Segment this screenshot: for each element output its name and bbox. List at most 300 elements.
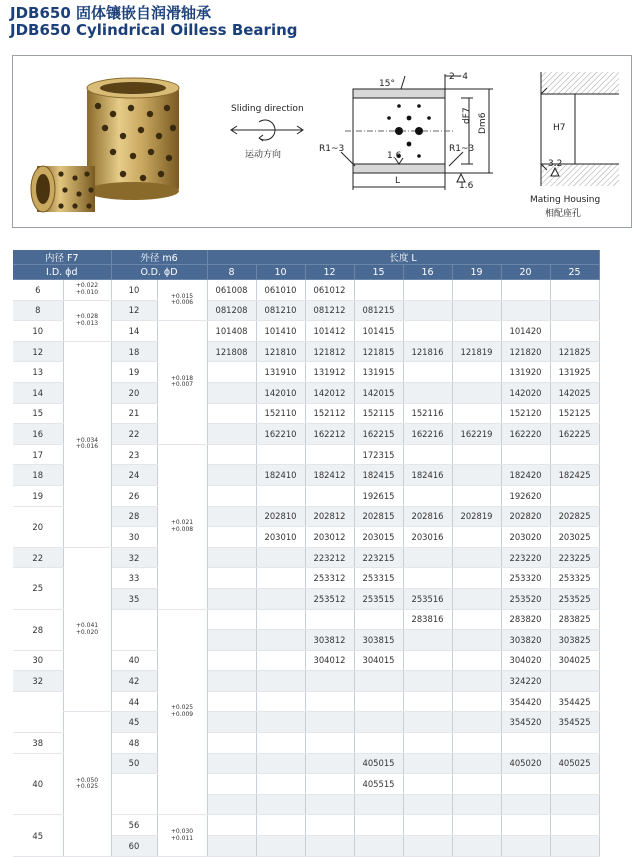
- od-tolerance: [157, 815, 207, 856]
- od-value: 24: [111, 465, 157, 486]
- part-number-cell: 203020: [501, 527, 550, 548]
- part-number-cell: 101410: [256, 321, 305, 342]
- part-number-cell: [501, 794, 550, 815]
- part-number-cell: 152110: [256, 403, 305, 424]
- od-value: 26: [111, 485, 157, 506]
- part-number-cell: [403, 280, 452, 301]
- part-number-cell: 304012: [305, 650, 354, 671]
- part-number-cell: [354, 712, 403, 733]
- part-number-cell: 121810: [256, 341, 305, 362]
- od-value: 50: [111, 753, 157, 774]
- bushing-photo-large: [87, 78, 179, 200]
- part-number-cell: [256, 733, 305, 754]
- part-number-cell: 253525: [550, 588, 599, 609]
- part-number-cell: 354525: [550, 712, 599, 733]
- part-number-cell: [452, 547, 501, 568]
- part-number-cell: 223212: [305, 547, 354, 568]
- id-tolerance: [63, 280, 111, 301]
- part-number-cell: [452, 382, 501, 403]
- id-value: 22: [13, 547, 63, 568]
- part-number-cell: 283825: [550, 609, 599, 630]
- length-col-header: 25: [550, 265, 599, 280]
- part-number-cell: [403, 568, 452, 589]
- part-number-cell: 354425: [550, 691, 599, 712]
- part-number-cell: 253320: [501, 568, 550, 589]
- part-number-cell: 283820: [501, 609, 550, 630]
- table-row: [13, 300, 599, 321]
- part-number-cell: 061008: [207, 280, 256, 301]
- part-number-cell: [550, 280, 599, 301]
- part-number-cell: [403, 650, 452, 671]
- length-col-header: 19: [452, 265, 501, 280]
- roughness-inner-label: 1.6: [387, 151, 402, 161]
- od-tolerance-upper: +0.015: [170, 292, 194, 300]
- part-number-cell: [452, 527, 501, 548]
- bushing-photo-small: [31, 166, 95, 212]
- part-number-cell: [501, 444, 550, 465]
- part-number-cell: 202825: [550, 506, 599, 527]
- id-value: 20: [13, 506, 63, 547]
- part-number-cell: 203010: [256, 527, 305, 548]
- part-number-cell: 182412: [305, 465, 354, 486]
- length-col-header: 8: [207, 265, 256, 280]
- part-number-cell: [207, 691, 256, 712]
- part-number-cell: [256, 588, 305, 609]
- part-number-cell: [550, 774, 599, 795]
- part-number-cell: 303825: [550, 630, 599, 651]
- part-number-cell: [501, 815, 550, 836]
- part-number-cell: 162219: [452, 424, 501, 445]
- id-value: 8: [13, 300, 63, 321]
- part-number-cell: [452, 568, 501, 589]
- part-number-cell: 162216: [403, 424, 452, 445]
- id-tolerance-upper: +0.034: [75, 436, 99, 444]
- id-value: 18: [13, 465, 63, 486]
- radius-right-label: R1~3: [449, 144, 475, 154]
- part-number-cell: [452, 588, 501, 609]
- od-value: 33: [111, 568, 157, 589]
- part-number-cell: 304015: [354, 650, 403, 671]
- part-number-cell: [403, 630, 452, 651]
- part-number-cell: [256, 568, 305, 589]
- part-number-cell: [207, 465, 256, 486]
- part-number-cell: 253312: [305, 568, 354, 589]
- sliding-direction-arrow: [231, 120, 303, 141]
- od-value: 30: [111, 527, 157, 548]
- part-number-cell: [256, 547, 305, 568]
- title-english: JDB650 Cylindrical Oilless Bearing: [10, 21, 298, 39]
- part-number-cell: 121819: [452, 341, 501, 362]
- part-number-cell: [354, 815, 403, 836]
- od-value: 44: [111, 691, 157, 712]
- od-value: [111, 774, 157, 815]
- length-col-header: 20: [501, 265, 550, 280]
- id-tolerance: [63, 300, 111, 341]
- part-number-cell: [207, 444, 256, 465]
- od-value: 12: [111, 300, 157, 321]
- od-tolerance-upper: +0.018: [170, 374, 194, 382]
- part-number-cell: 405025: [550, 753, 599, 774]
- part-number-cell: [501, 300, 550, 321]
- od-value: [111, 609, 157, 650]
- od-value: 40: [111, 650, 157, 671]
- part-number-cell: [207, 527, 256, 548]
- od-tolerance-lower: +0.006: [170, 299, 194, 307]
- part-number-cell: [452, 733, 501, 754]
- part-number-cell: 121825: [550, 341, 599, 362]
- od-tolerance: [157, 609, 207, 815]
- od-value: 22: [111, 424, 157, 445]
- od-value: 35: [111, 588, 157, 609]
- part-number-cell: 202815: [354, 506, 403, 527]
- table-row: [13, 547, 599, 568]
- od-tolerance: [157, 444, 207, 609]
- id-value: 32: [13, 671, 63, 692]
- part-number-cell: [207, 774, 256, 795]
- od-tolerance-lower: +0.009: [170, 710, 194, 718]
- id-value: 45: [13, 815, 63, 856]
- part-number-cell: [550, 444, 599, 465]
- sliding-direction-label: Sliding direction: [231, 104, 304, 114]
- part-number-cell: 303812: [305, 630, 354, 651]
- part-number-cell: 061010: [256, 280, 305, 301]
- table-row: [13, 712, 599, 733]
- part-number-cell: 182420: [501, 465, 550, 486]
- part-number-cell: [256, 691, 305, 712]
- part-number-cell: 142012: [305, 382, 354, 403]
- part-number-cell: 081208: [207, 300, 256, 321]
- part-number-cell: [354, 280, 403, 301]
- od-tolerance-lower: +0.007: [170, 381, 194, 389]
- part-number-cell: [550, 794, 599, 815]
- id-value: 17: [13, 444, 63, 465]
- part-number-cell: [550, 733, 599, 754]
- od-value: 56: [111, 815, 157, 836]
- od-header: 外径 m6: [111, 250, 207, 265]
- part-number-cell: 283816: [403, 609, 452, 630]
- part-number-cell: [207, 630, 256, 651]
- part-number-cell: 172315: [354, 444, 403, 465]
- length-col-header: 12: [305, 265, 354, 280]
- part-number-cell: 101420: [501, 321, 550, 342]
- part-number-cell: [452, 362, 501, 383]
- id-value: 16: [13, 424, 63, 445]
- part-number-cell: [452, 794, 501, 815]
- radius-left-label: R1~3: [319, 144, 345, 154]
- mating-housing-label-cn: 相配座孔: [545, 209, 582, 219]
- part-number-cell: [256, 671, 305, 692]
- od-value: 28: [111, 506, 157, 527]
- part-number-cell: 162210: [256, 424, 305, 445]
- part-number-cell: [354, 794, 403, 815]
- part-number-cell: [452, 444, 501, 465]
- part-number-cell: [256, 485, 305, 506]
- id-value: 30: [13, 650, 63, 671]
- part-number-cell: 162225: [550, 424, 599, 445]
- id-value: 10: [13, 321, 63, 342]
- part-number-cell: 405515: [354, 774, 403, 795]
- od-value: 19: [111, 362, 157, 383]
- part-number-cell: [403, 691, 452, 712]
- part-number-cell: [305, 815, 354, 836]
- part-number-cell: 142020: [501, 382, 550, 403]
- part-number-cell: [403, 362, 452, 383]
- part-number-cell: [207, 794, 256, 815]
- length-col-header: 15: [354, 265, 403, 280]
- part-number-cell: [207, 362, 256, 383]
- od-value: 42: [111, 671, 157, 692]
- part-number-cell: [207, 733, 256, 754]
- id-tolerance-upper: +0.050: [75, 776, 99, 784]
- part-number-cell: 202812: [305, 506, 354, 527]
- part-number-cell: [550, 671, 599, 692]
- od-tolerance-upper: +0.021: [170, 519, 194, 527]
- part-number-cell: [305, 691, 354, 712]
- part-number-cell: 182416: [403, 465, 452, 486]
- part-number-cell: 121820: [501, 341, 550, 362]
- part-number-cell: [403, 485, 452, 506]
- od-value: 48: [111, 733, 157, 754]
- part-number-cell: [452, 712, 501, 733]
- id-tolerance-upper: +0.022: [75, 282, 99, 290]
- part-number-cell: [207, 588, 256, 609]
- part-number-cell: [452, 774, 501, 795]
- part-number-cell: [305, 485, 354, 506]
- id-tolerance-lower: +0.025: [75, 783, 99, 791]
- id-value: 38: [13, 733, 63, 754]
- part-number-cell: [403, 671, 452, 692]
- mating-housing-label: Mating Housing: [530, 195, 601, 205]
- part-number-cell: [207, 609, 256, 630]
- part-number-cell: 152116: [403, 403, 452, 424]
- part-number-cell: 203015: [354, 527, 403, 548]
- part-number-cell: 203016: [403, 527, 452, 548]
- part-number-cell: [305, 712, 354, 733]
- part-number-cell: [305, 753, 354, 774]
- part-number-cell: 152112: [305, 403, 354, 424]
- part-number-cell: 121816: [403, 341, 452, 362]
- part-number-cell: 131920: [501, 362, 550, 383]
- part-number-cell: 253315: [354, 568, 403, 589]
- part-number-cell: 182410: [256, 465, 305, 486]
- part-number-cell: 101408: [207, 321, 256, 342]
- part-number-cell: 081215: [354, 300, 403, 321]
- part-number-cell: [452, 671, 501, 692]
- part-number-cell: [403, 444, 452, 465]
- part-number-cell: [354, 836, 403, 857]
- housing-roughness-label: 3.2: [548, 159, 563, 169]
- id-value: 15: [13, 403, 63, 424]
- part-number-cell: [403, 547, 452, 568]
- id-tolerance-lower: +0.016: [75, 443, 99, 451]
- part-number-cell: [550, 321, 599, 342]
- part-number-cell: 202820: [501, 506, 550, 527]
- part-number-cell: [256, 815, 305, 836]
- part-number-cell: 253512: [305, 588, 354, 609]
- part-number-cell: [305, 733, 354, 754]
- part-number-cell: [550, 815, 599, 836]
- id-value: 12: [13, 341, 63, 362]
- gap-label: 2~4: [449, 72, 468, 82]
- part-number-cell: [207, 547, 256, 568]
- part-number-cell: 101415: [354, 321, 403, 342]
- id-tolerance-upper: +0.028: [75, 313, 99, 321]
- od-tolerance-label: Dm6: [478, 112, 488, 134]
- id-tolerance: [63, 341, 111, 547]
- part-number-cell: [452, 321, 501, 342]
- part-number-cell: 182415: [354, 465, 403, 486]
- part-number-cell: 121812: [305, 341, 354, 362]
- part-number-cell: [256, 609, 305, 630]
- part-number-cell: 192620: [501, 485, 550, 506]
- part-number-cell: 131912: [305, 362, 354, 383]
- part-number-cell: 253515: [354, 588, 403, 609]
- id-tolerance-lower: +0.010: [75, 288, 99, 296]
- part-number-cell: [501, 733, 550, 754]
- od-tolerance-upper: +0.030: [170, 828, 194, 836]
- part-number-cell: [403, 836, 452, 857]
- part-number-cell: [256, 753, 305, 774]
- part-number-cell: [354, 733, 403, 754]
- part-number-cell: [452, 403, 501, 424]
- part-number-cell: 152120: [501, 403, 550, 424]
- housing-tolerance-label: H7: [553, 123, 566, 133]
- part-number-cell: 162212: [305, 424, 354, 445]
- part-number-cell: [550, 836, 599, 857]
- id-tolerance: [63, 547, 111, 712]
- part-number-cell: [403, 321, 452, 342]
- part-number-cell: 121808: [207, 341, 256, 362]
- part-number-cell: 303820: [501, 630, 550, 651]
- od-value: 23: [111, 444, 157, 465]
- part-number-cell: 202819: [452, 506, 501, 527]
- od-value: 60: [111, 836, 157, 857]
- part-number-cell: [452, 630, 501, 651]
- part-number-cell: 142015: [354, 382, 403, 403]
- part-number-cell: 223215: [354, 547, 403, 568]
- part-number-cell: 223220: [501, 547, 550, 568]
- part-number-cell: 101412: [305, 321, 354, 342]
- id-value: 40: [13, 753, 63, 815]
- part-number-cell: [207, 650, 256, 671]
- part-number-cell: 304025: [550, 650, 599, 671]
- part-number-cell: [305, 444, 354, 465]
- part-number-cell: [305, 836, 354, 857]
- id-value: 25: [13, 568, 63, 609]
- id-tolerance: [63, 712, 111, 856]
- id-tolerance-label: dF7: [462, 107, 472, 124]
- part-number-cell: [256, 794, 305, 815]
- part-number-cell: 303815: [354, 630, 403, 651]
- diagram-panel: [12, 55, 632, 228]
- od-tolerance-lower: +0.011: [170, 834, 194, 842]
- part-number-cell: 203025: [550, 527, 599, 548]
- part-number-cell: 131910: [256, 362, 305, 383]
- part-number-cell: 324220: [501, 671, 550, 692]
- part-number-cell: 131915: [354, 362, 403, 383]
- id-value: 28: [13, 609, 63, 650]
- part-number-cell: 354420: [501, 691, 550, 712]
- part-number-cell: 202816: [403, 506, 452, 527]
- part-number-cell: 131925: [550, 362, 599, 383]
- part-number-cell: 152125: [550, 403, 599, 424]
- part-number-cell: [403, 794, 452, 815]
- od-tolerance-upper: +0.025: [170, 704, 194, 712]
- part-number-cell: [501, 280, 550, 301]
- part-number-cell: [403, 733, 452, 754]
- part-number-cell: [305, 609, 354, 630]
- part-number-cell: 081212: [305, 300, 354, 321]
- part-number-cell: [452, 650, 501, 671]
- part-number-cell: [207, 815, 256, 836]
- part-number-cell: [354, 609, 403, 630]
- angle-label: 15°: [379, 79, 395, 89]
- bushing-section-drawing: [341, 74, 493, 190]
- part-number-cell: 405015: [354, 753, 403, 774]
- id-value: [13, 691, 63, 732]
- part-number-cell: [354, 671, 403, 692]
- length-label: L: [395, 176, 401, 186]
- part-number-cell: [305, 794, 354, 815]
- part-number-cell: 162215: [354, 424, 403, 445]
- part-number-cell: [452, 836, 501, 857]
- part-number-cell: 405020: [501, 753, 550, 774]
- od-tolerance: [157, 321, 207, 445]
- id-tolerance-lower: +0.020: [75, 628, 99, 636]
- part-number-cell: [452, 280, 501, 301]
- part-number-cell: 162220: [501, 424, 550, 445]
- part-number-cell: [452, 753, 501, 774]
- id-tolerance-upper: +0.041: [75, 622, 99, 630]
- part-number-cell: 202810: [256, 506, 305, 527]
- id-value: 6: [13, 280, 63, 301]
- id-value: 14: [13, 382, 63, 403]
- part-number-cell: [207, 382, 256, 403]
- id-tolerance-lower: +0.013: [75, 319, 99, 327]
- id-value: 19: [13, 485, 63, 506]
- part-number-cell: 152115: [354, 403, 403, 424]
- id-value: 13: [13, 362, 63, 383]
- part-number-cell: 081210: [256, 300, 305, 321]
- part-number-cell: [256, 774, 305, 795]
- od-value: 32: [111, 547, 157, 568]
- part-number-cell: [403, 382, 452, 403]
- part-number-cell: [550, 485, 599, 506]
- part-number-cell: 304020: [501, 650, 550, 671]
- length-header: 长度 L: [207, 250, 599, 265]
- part-number-cell: 223225: [550, 547, 599, 568]
- part-number-cell: [207, 753, 256, 774]
- part-number-cell: [403, 774, 452, 795]
- id-header: 内径 F7: [13, 250, 111, 265]
- od-value: 20: [111, 382, 157, 403]
- part-number-cell: [452, 815, 501, 836]
- part-number-cell: [207, 485, 256, 506]
- part-number-cell: [452, 691, 501, 712]
- part-number-cell: [207, 568, 256, 589]
- part-number-cell: [403, 753, 452, 774]
- part-number-cell: [452, 465, 501, 486]
- od-header-en: O.D. ϕD: [111, 265, 207, 280]
- od-value: 18: [111, 341, 157, 362]
- part-number-cell: [256, 650, 305, 671]
- part-number-cell: [256, 444, 305, 465]
- od-value: 45: [111, 712, 157, 733]
- part-number-cell: [452, 485, 501, 506]
- part-number-cell: [452, 300, 501, 321]
- part-number-cell: 354520: [501, 712, 550, 733]
- part-number-cell: [207, 424, 256, 445]
